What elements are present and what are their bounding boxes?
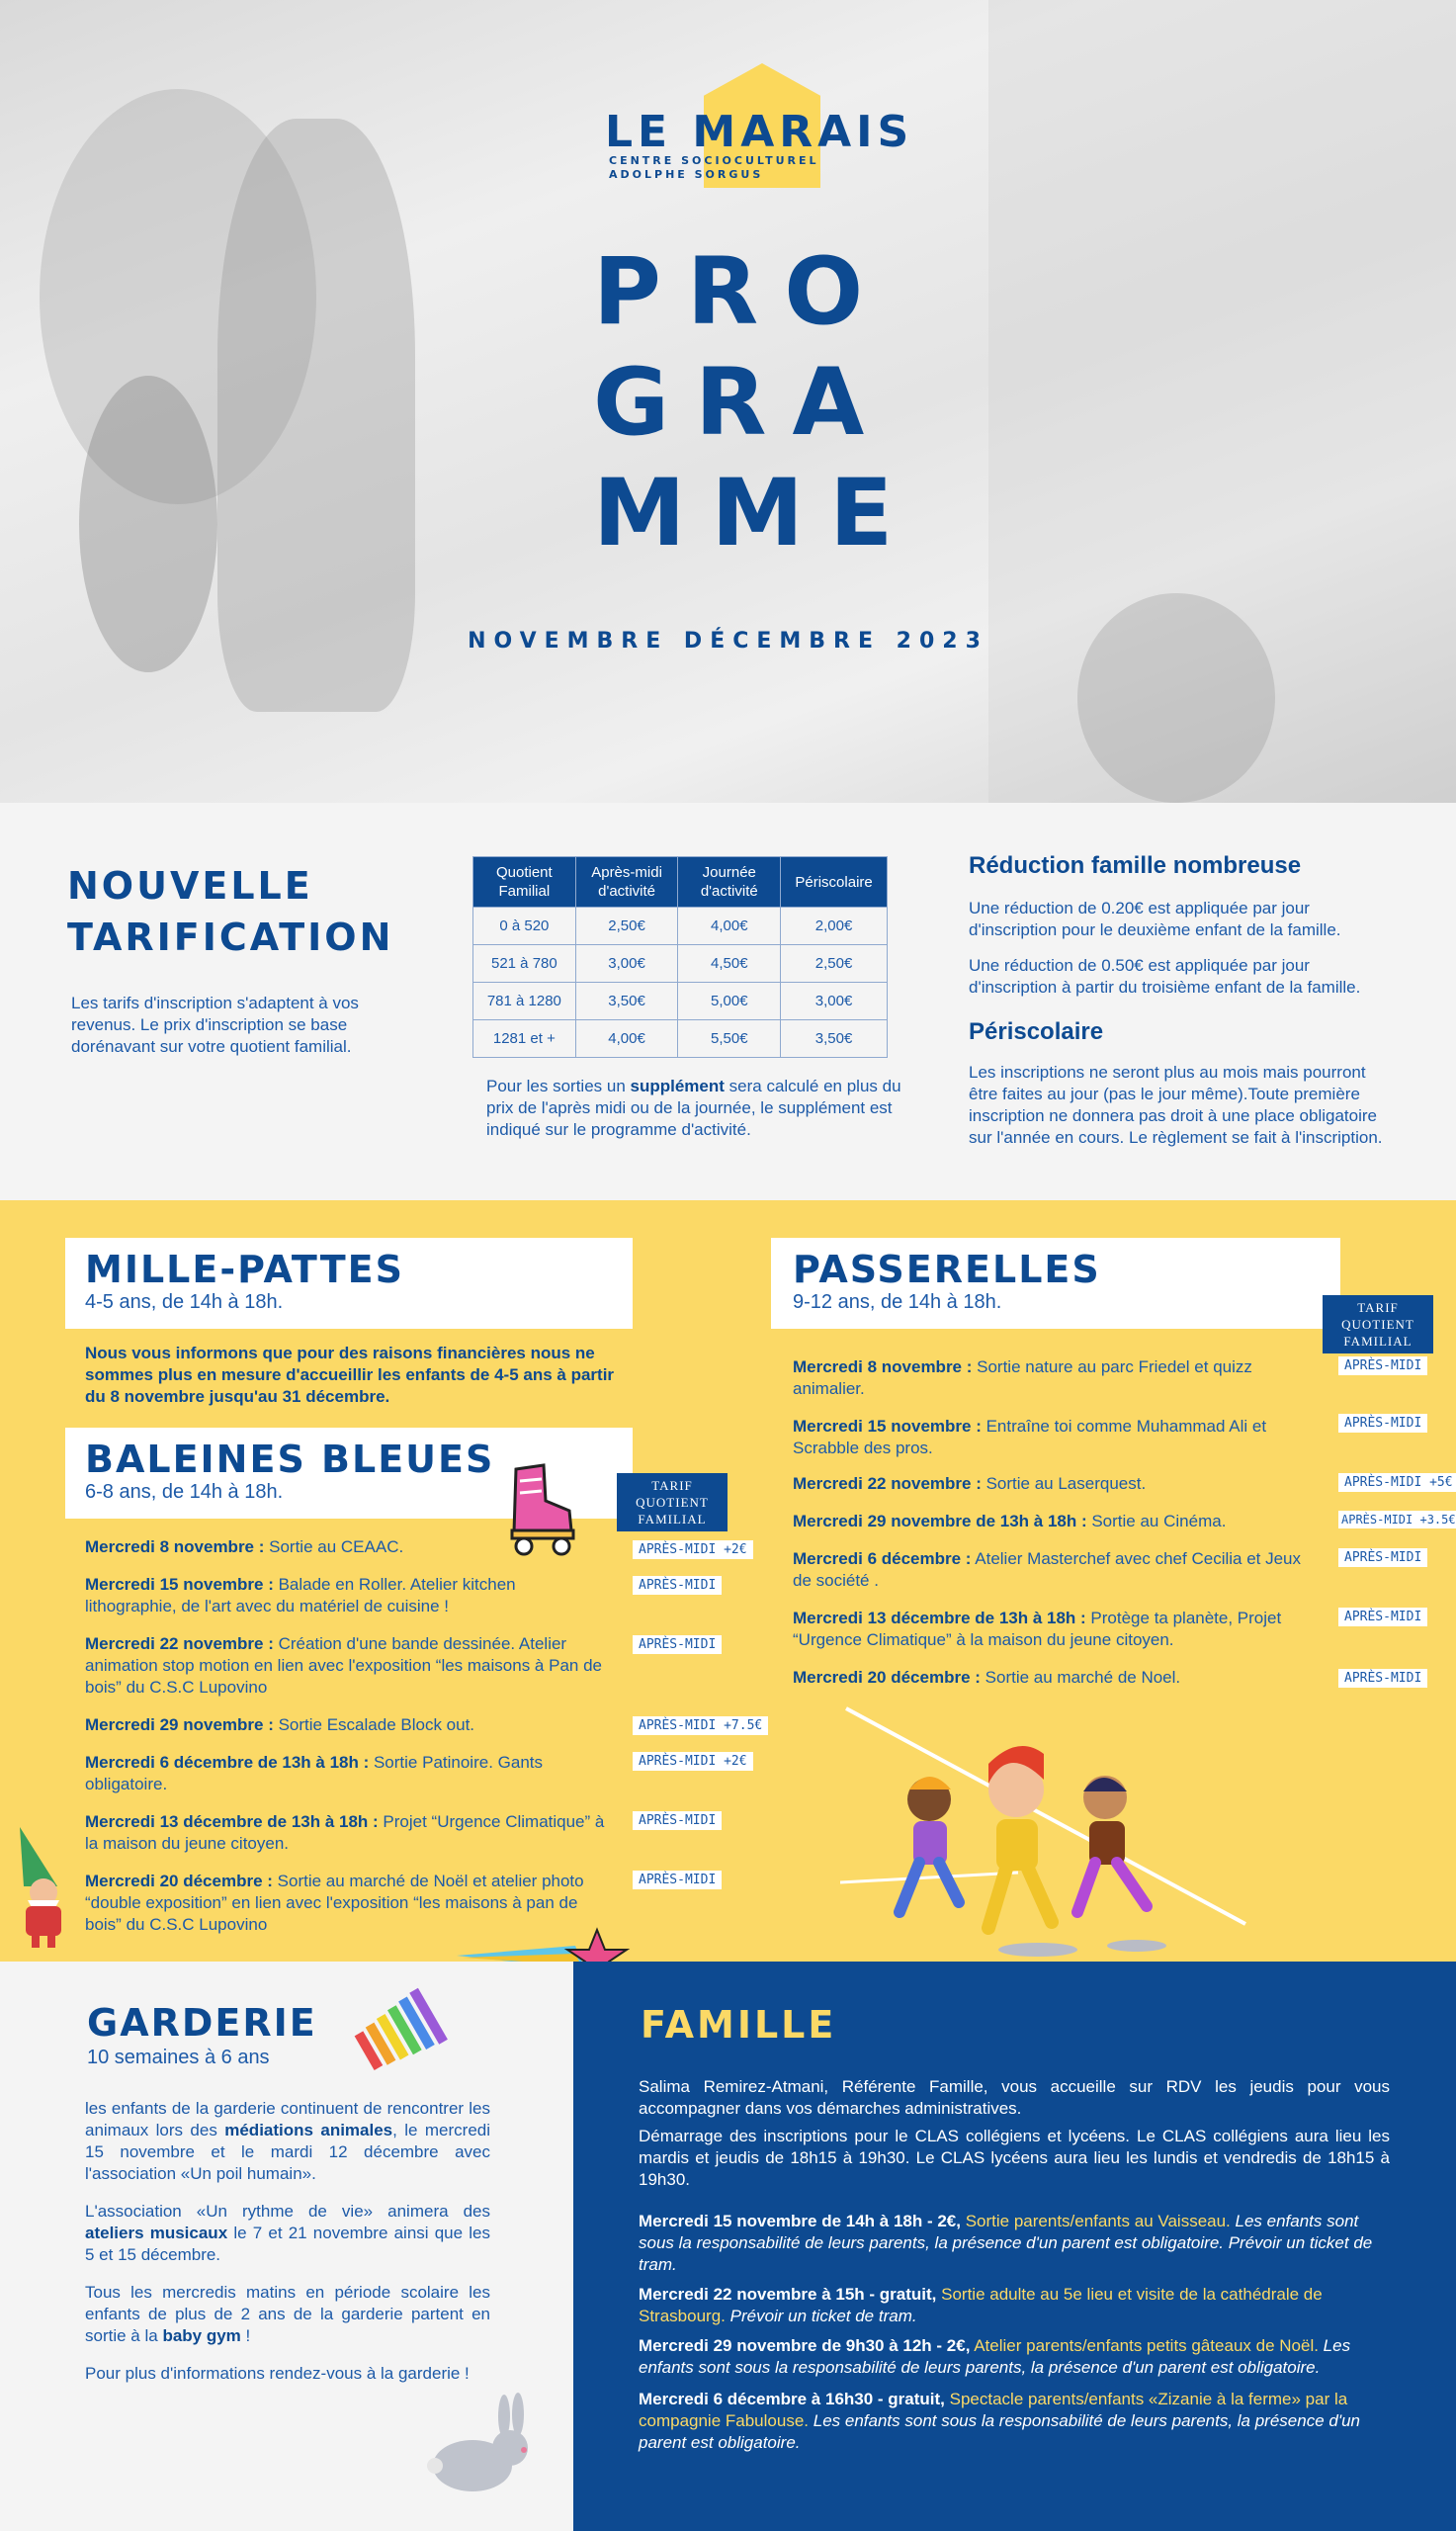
programme-dates: NOVEMBRE DÉCEMBRE 2023 (468, 629, 988, 654)
tarif-header-cell: Périscolaire (781, 857, 888, 908)
tarif-cell: 521 à 780 (473, 945, 576, 983)
list-item (793, 1511, 1317, 1532)
garderie-text: ! (240, 2326, 251, 2345)
famille-paragraph: Salima Remirez-Atmani, Référente Famille, vous accueille sur RDV les jeudis pour vous accompagner dans vos démarches administratives. (639, 2077, 1390, 2118)
list-item (793, 1608, 1327, 1651)
tarification-title-line: TARIFICATION (67, 916, 394, 959)
event-note: Les enfants sont sous la responsabilité de leurs parents, la présence d'un parent est obligatoire. (639, 2336, 1351, 2377)
event-date: Mercredi 8 novembre : (85, 1537, 265, 1556)
garderie-paragraph (85, 2282, 490, 2347)
event-date: Mercredi 20 décembre : (793, 1668, 981, 1687)
tarif-cell: 4,00€ (575, 1020, 678, 1058)
tarif-tag: APRÈS-MIDI (1338, 1356, 1427, 1375)
event-title: Spectacle parents/enfants «Zizanie à la ferme» par la compagnie Fabulouse. (639, 2390, 1348, 2430)
event-date: Mercredi 8 novembre : (793, 1357, 973, 1376)
event-date: Mercredi 22 novembre : (85, 1634, 274, 1653)
tarif-tag: APRÈS-MIDI +7.5€ (633, 1716, 768, 1735)
famille-paragraph: Démarrage des inscriptions pour le CLAS collégiens et lycéens. Le CLAS collégiens aura lieu les mardis et jeudis de 18h15 à 19h30. Le CLAS lycéens aura lieu les lundis et vendredis de 18h15 à 19h30. (639, 2127, 1390, 2189)
rabbit-icon (425, 2387, 544, 2495)
list-item (793, 1416, 1307, 1459)
event-title: Atelier parents/enfants petits gâteaux de Noël. (970, 2336, 1319, 2355)
tarif-cell: 4,50€ (678, 945, 781, 983)
tarif-cell: 5,00€ (678, 983, 781, 1020)
event-text: Sortie Patinoire. Gants obligatoire. (85, 1753, 544, 1793)
tarif-cell: 2,50€ (781, 945, 888, 983)
garderie-title: GARDERIE (87, 2001, 317, 2045)
garderie-subtitle: 10 semaines à 6 ans (87, 2047, 270, 2068)
event-text: Sortie Escalade Block out. (273, 1715, 475, 1734)
garderie-text: les enfants de la garderie continuent de rencontrer les animaux lors des (85, 2099, 490, 2139)
passerelles-title: PASSERELLES (793, 1248, 1101, 1291)
table-row (473, 1020, 888, 1058)
baleines-title: BALEINES BLEUES (85, 1438, 495, 1481)
tarif-tag: APRÈS-MIDI (1338, 1548, 1427, 1567)
event-text: Sortie au CEAAC. (264, 1537, 404, 1556)
event-title: Sortie parents/enfants au Vaisseau. (960, 2212, 1231, 2230)
passerelles-subtitle: 9-12 ans, de 14h à 18h. (793, 1291, 1002, 1313)
garderie-section (0, 1962, 573, 2531)
mille-pattes-subtitle: 4-5 ans, de 14h à 18h. (85, 1291, 284, 1313)
tarif-tag: APRÈS-MIDI +5€ (1338, 1473, 1456, 1492)
event-text: Sortie au Laserquest. (981, 1474, 1147, 1493)
event-date: Mercredi 15 novembre : (793, 1417, 982, 1436)
event-date: Mercredi 13 décembre de 13h à 18h : (85, 1812, 379, 1831)
event-note: Les enfants sont sous la responsabilité de leurs parents, la présence d'un parent est obligatoire. Prévoir un ticket de tram. (639, 2212, 1373, 2274)
tarif-header-cell: Quotient Familial (473, 857, 576, 908)
event-text: Sortie nature au parc Friedel et quizz animalier. (793, 1357, 1252, 1398)
tarif-cell: 5,50€ (678, 1020, 781, 1058)
tarif-cell: 3,00€ (781, 983, 888, 1020)
famille-section (573, 1962, 1456, 2531)
tarification-section (0, 803, 1456, 1200)
event-text: Création d'une bande dessinée. Atelier animation stop motion en lien avec l'exposition “les maisons à Pan de bois” du C.S.C Lupovino (85, 1634, 602, 1697)
mille-pattes-notice: Nous vous informons que pour des raisons financières nous ne sommes plus en mesure d'accueillir les enfants de 4-5 ans à partir du 8 novembre jusqu'au 31 décembre. (85, 1344, 615, 1406)
logo-subtitle (609, 154, 819, 182)
list-item (85, 1714, 609, 1736)
event-note: Prévoir un ticket de tram. (725, 2307, 917, 2325)
list-item (85, 1811, 609, 1855)
supplement-note-bold: supplément (630, 1077, 725, 1095)
list-item (85, 1574, 609, 1617)
list-item (793, 1356, 1307, 1400)
activities-section (0, 1200, 1456, 1962)
hero-photo-shape (79, 376, 217, 672)
list-item (639, 2284, 1390, 2327)
tarif-tag: APRÈS-MIDI +2€ (633, 1752, 753, 1771)
tarif-tag: APRÈS-MIDI (633, 1635, 722, 1654)
list-item (85, 1752, 609, 1795)
event-date: Mercredi 20 décembre : (85, 1872, 273, 1890)
event-text: Projet “Urgence Climatique” à la maison du jeune citoyen. (85, 1812, 605, 1853)
supplement-note-text: sera calculé en plus du prix de l'après midi ou de la journée, le supplément est indiqué sur le programme d'activité. (486, 1077, 901, 1139)
famille-title: FAMILLE (641, 2003, 837, 2047)
periscolaire-title: Périscolaire (969, 1018, 1104, 1045)
list-item (793, 1548, 1307, 1592)
event-note: Les enfants sont sous la responsabilité de leurs parents, la présence d'un parent est obligatoire. (639, 2411, 1360, 2452)
mille-pattes-header (65, 1238, 633, 1329)
tarif-cell: 781 à 1280 (473, 983, 576, 1020)
hero-banner (0, 0, 1456, 803)
baleines-tarif-label: TARIF QUOTIENT FAMILIAL (617, 1473, 728, 1531)
list-item (639, 2211, 1390, 2276)
supplement-note (486, 1076, 913, 1141)
event-date: Mercredi 6 décembre : (793, 1549, 972, 1568)
programme-title (593, 237, 919, 569)
gnome-icon (14, 1823, 79, 1952)
reduction-text: Une réduction de 0.50€ est appliquée par jour d'inscription à partir du troisième enfant de la famille. (969, 956, 1361, 997)
list-item (639, 2335, 1390, 2379)
tarif-cell: 3,00€ (575, 945, 678, 983)
tarif-cell: 1281 et + (473, 1020, 576, 1058)
garderie-bold: ateliers musicaux (85, 2224, 228, 2242)
garderie-text: L'association «Un rythme de vie» animera des (85, 2202, 490, 2221)
garderie-text: Tous les mercredis matins en période scolaire les enfants de plus de 2 ans de la garderie partent en sortie à la (85, 2283, 490, 2345)
hero-photo-shape (988, 0, 1456, 803)
tarif-tag: APRÈS-MIDI (633, 1576, 722, 1595)
event-text: Atelier Masterchef avec chef Cecilia et Jeux de société . (793, 1549, 1302, 1590)
table-row (473, 908, 888, 945)
logo-subtitle-line: ADOLPHE SORGUS (609, 168, 764, 181)
logo-subtitle-line: CENTRE SOCIOCULTUREL (609, 154, 819, 167)
garderie-bold: médiations animales (224, 2121, 393, 2139)
list-item (85, 1633, 609, 1699)
event-text: Protège ta planète, Projet “Urgence Climatique” à la maison du jeune citoyen. (793, 1609, 1282, 1649)
event-date: Mercredi 15 novembre de 14h à 18h - 2€, (639, 2212, 961, 2230)
event-text: Sortie au marché de Noel. (980, 1668, 1181, 1687)
running-kids-illustration (840, 1695, 1255, 1962)
tarif-header-cell: Après-midi d'activité (575, 857, 678, 908)
periscolaire-text: Les inscriptions ne seront plus au mois mais pourront être faites au jour (pas le jour même).Toute première inscription ne donnera pas droit à une place obligatoire sur l'année en cours. Le règlement se fait à l'inscription. (969, 1063, 1383, 1147)
reduction-text: Une réduction de 0.20€ est appliquée par jour d'inscription pour le deuxième enfant de la famille. (969, 899, 1341, 939)
event-date: Mercredi 22 novembre : (793, 1474, 982, 1493)
event-date: Mercredi 6 décembre à 16h30 - gratuit, (639, 2390, 945, 2408)
event-date: Mercredi 13 décembre de 13h à 18h : (793, 1609, 1086, 1627)
garderie-paragraph: Pour plus d'informations rendez-vous à la garderie ! (85, 2364, 470, 2383)
logo-title: LE MARAIS (605, 107, 914, 157)
tarif-tag: APRÈS-MIDI +2€ (633, 1540, 753, 1559)
event-text: Balade en Roller. Atelier kitchen lithographie, de l'art avec du matériel de cuisine ! (85, 1575, 516, 1615)
tarif-table-header (473, 857, 888, 908)
mille-pattes-title: MILLE-PATTES (85, 1248, 404, 1291)
tarif-tag: APRÈS-MIDI (1338, 1669, 1427, 1688)
table-row (473, 983, 888, 1020)
list-item (793, 1667, 1307, 1689)
event-text: Sortie au Cinéma. (1086, 1512, 1227, 1530)
tarif-cell: 2,50€ (575, 908, 678, 945)
passerelles-header (771, 1238, 1340, 1329)
tarif-tag: APRÈS-MIDI (633, 1871, 722, 1889)
table-row (473, 945, 888, 983)
event-date: Mercredi 29 novembre de 13h à 18h : (793, 1512, 1087, 1530)
tarif-tag: APRÈS-MIDI (1338, 1414, 1427, 1433)
tarif-cell: 3,50€ (781, 1020, 888, 1058)
programme-line: MME (593, 460, 919, 567)
tarification-title (67, 860, 393, 963)
event-text: Sortie au marché de Noël et atelier photo “double exposition” en lien avec l'exposition “les maisons à pan de bois” du C.S.C Lupovino (85, 1872, 584, 1934)
garderie-text: , le mercredi 15 novembre et le mardi 12 décembre avec l'association «Un poil humain». (85, 2121, 490, 2183)
tarification-intro: Les tarifs d'inscription s'adaptent à vos revenus. Le prix d'inscription se base dorénavant sur votre quotient familial. (71, 994, 359, 1056)
garderie-bold: baby gym (162, 2326, 241, 2345)
tarif-cell: 2,00€ (781, 908, 888, 945)
tarif-tag: APRÈS-MIDI (633, 1811, 722, 1830)
garderie-text: le 7 et 21 novembre ainsi que les 5 et 15 décembre. (85, 2224, 490, 2264)
xylophone-icon (348, 1983, 451, 2078)
tarification-title-line: NOUVELLE (67, 864, 313, 908)
tarif-tag: APRÈS-MIDI (1338, 1608, 1427, 1626)
event-date: Mercredi 6 décembre de 13h à 18h : (85, 1753, 370, 1772)
list-item (793, 1473, 1307, 1495)
programme-line: PRO (593, 238, 890, 346)
passerelles-tarif-label: TARIF QUOTIENT FAMILIAL (1323, 1295, 1433, 1353)
event-date: Mercredi 29 novembre : (85, 1715, 274, 1734)
programme-line: GRA (593, 349, 891, 457)
tarif-cell: 4,00€ (678, 908, 781, 945)
garderie-paragraph (85, 2098, 490, 2185)
hero-photo-shape (217, 119, 415, 712)
tarif-tag: APRÈS-MIDI +3.5€ (1338, 1511, 1456, 1528)
list-item (639, 2389, 1390, 2454)
supplement-note-text: Pour les sorties un (486, 1077, 631, 1095)
baleines-subtitle: 6-8 ans, de 14h à 18h. (85, 1481, 284, 1503)
tarif-cell: 3,50€ (575, 983, 678, 1020)
event-text: Entraîne toi comme Muhammad Ali et Scrabble des pros. (793, 1417, 1267, 1457)
reduction-title: Réduction famille nombreuse (969, 852, 1302, 879)
garderie-paragraph (85, 2201, 490, 2266)
event-date: Mercredi 15 novembre : (85, 1575, 274, 1594)
event-title: Sortie adulte au 5e lieu et visite de la cathédrale de Strasbourg. (639, 2285, 1323, 2325)
tarif-cell: 0 à 520 (473, 908, 576, 945)
tarif-table (472, 856, 888, 1058)
list-item (85, 1536, 609, 1558)
event-date: Mercredi 29 novembre de 9h30 à 12h - 2€, (639, 2336, 971, 2355)
tarif-header-cell: Journée d'activité (678, 857, 781, 908)
event-date: Mercredi 22 novembre à 15h - gratuit, (639, 2285, 937, 2304)
